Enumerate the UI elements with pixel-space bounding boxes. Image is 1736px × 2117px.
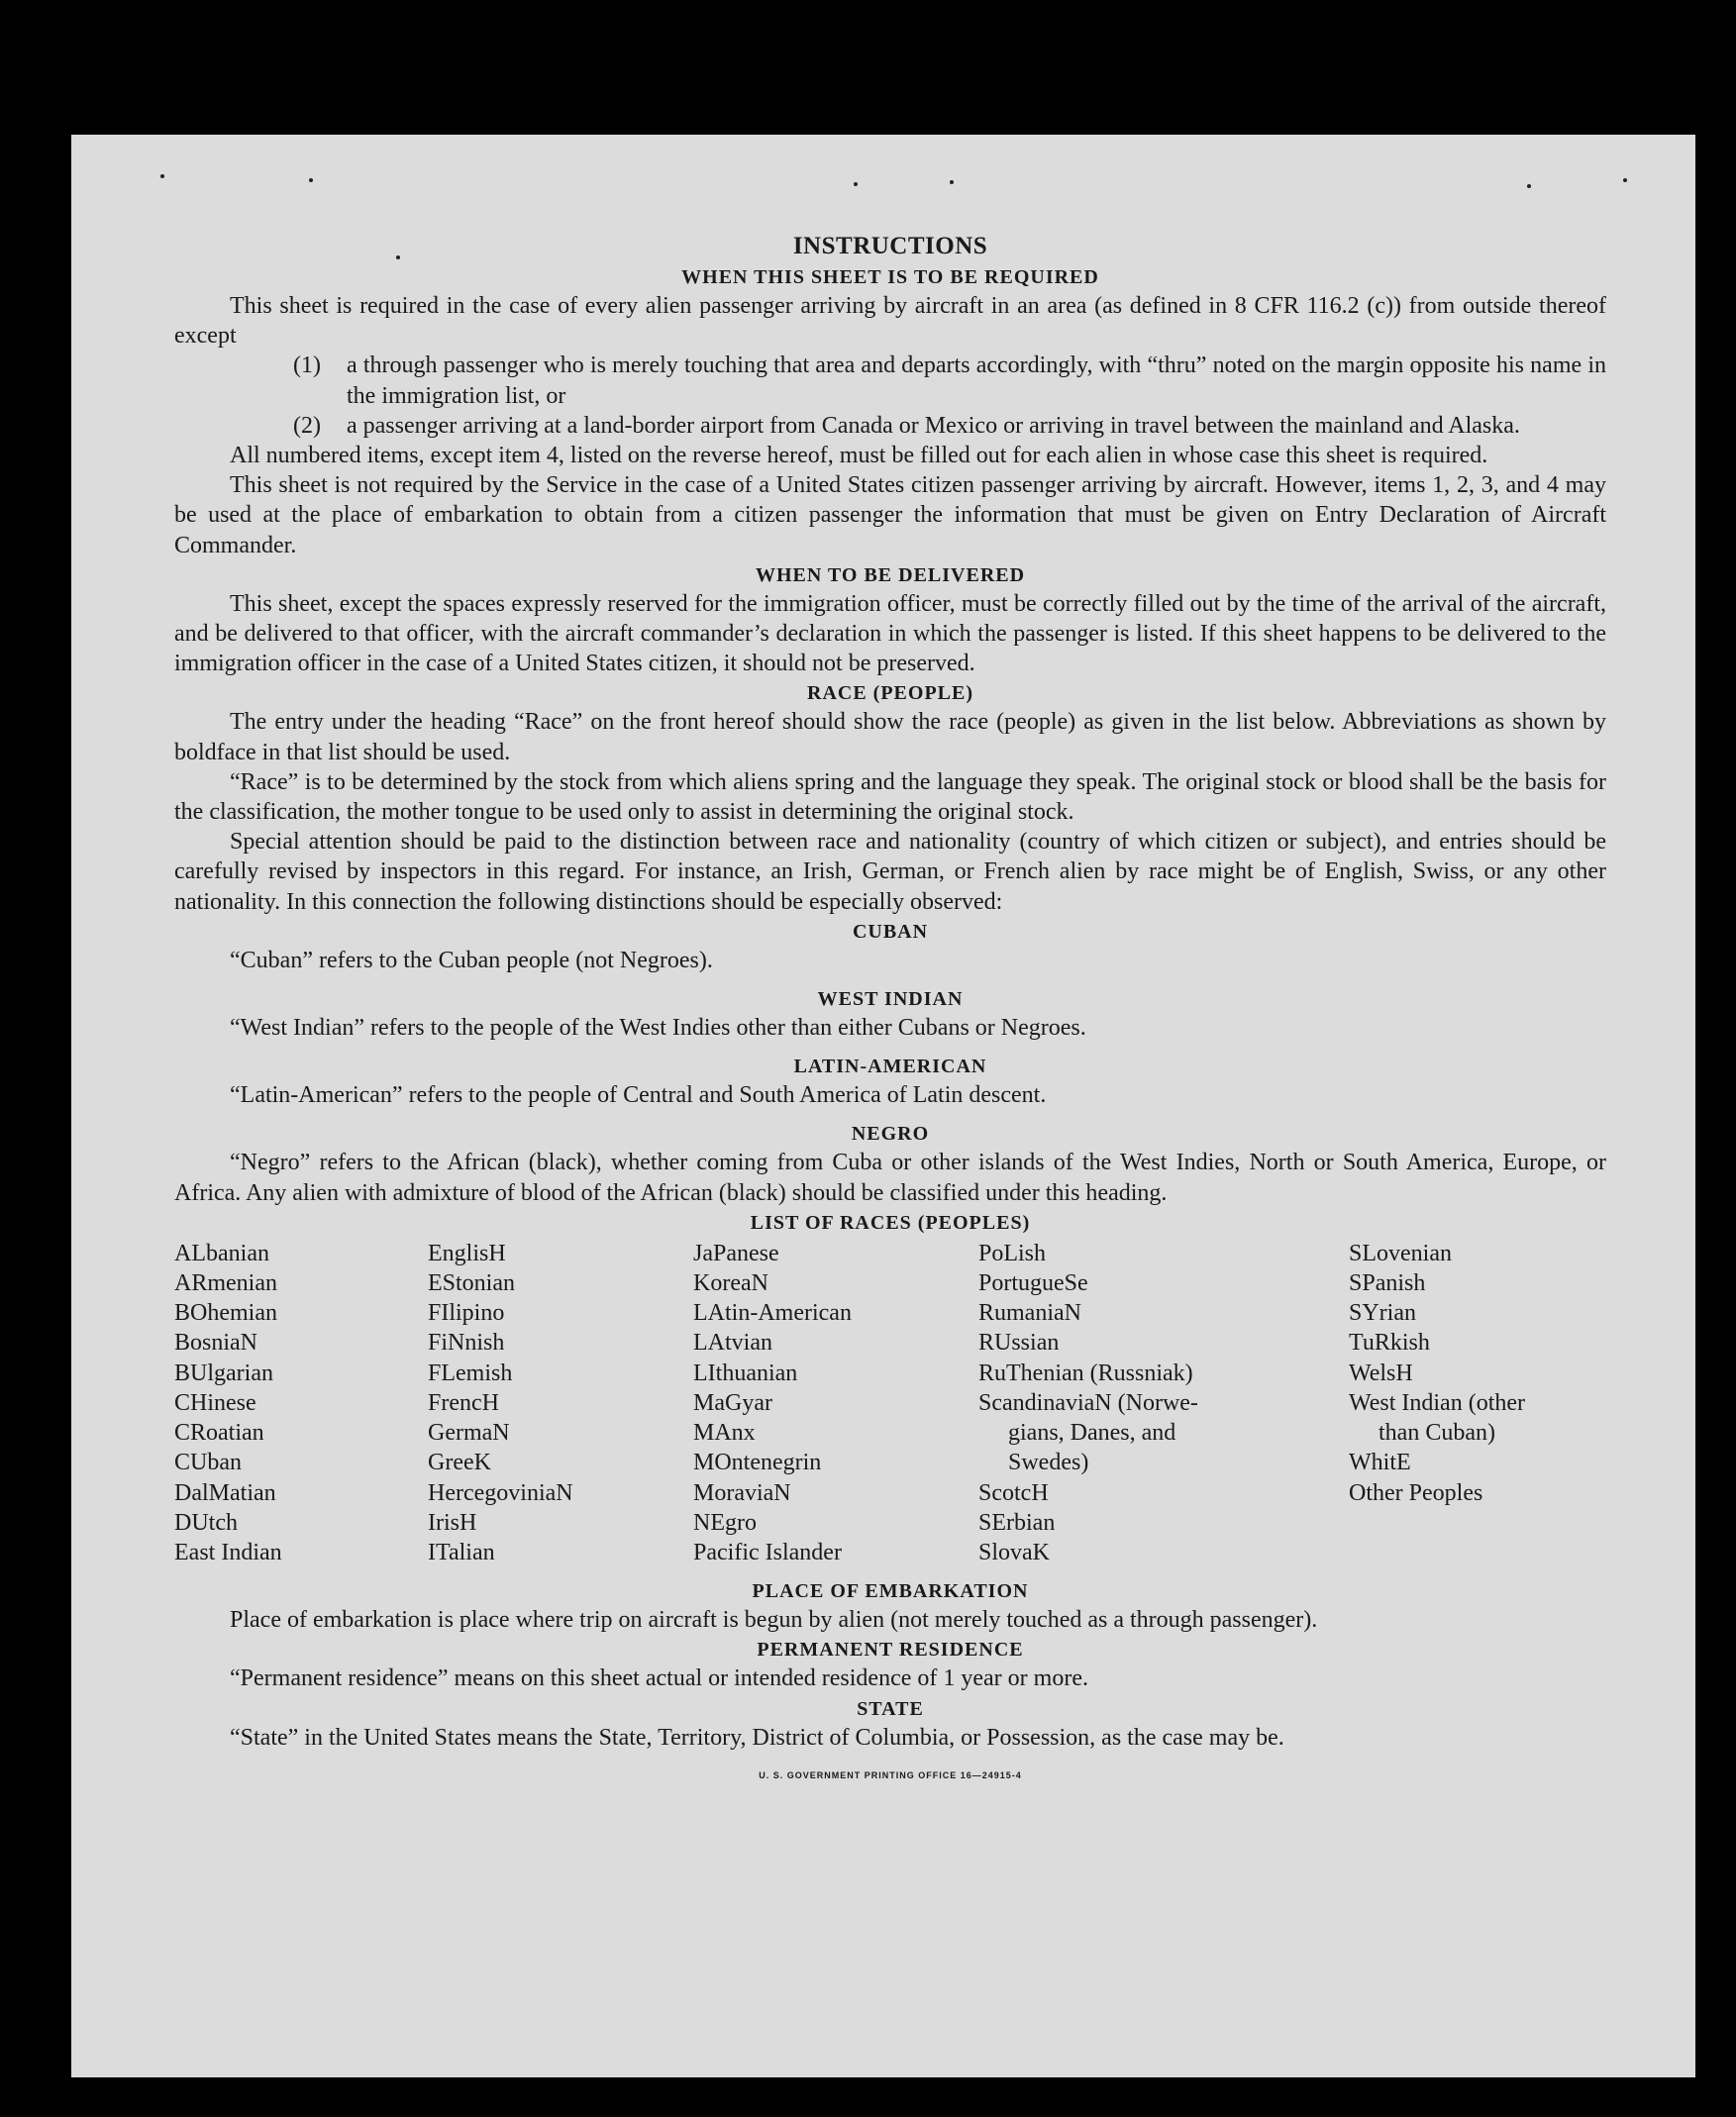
- paragraph-required-intro: This sheet is required in the case of every alien passenger arriving by aircraft in an area (as defined in 8 CFR 116.2 (c)) from outside thereof except: [174, 293, 1606, 350]
- paragraph-delivery: This sheet, except the spaces expressly reserved for the immigration officer, must be correctly filled out by the time of the arrival of the aircraft, and be delivered to that officer, with the aircraft commander’s declaration in which the passenger is listed. If this sheet happens to be delivered to the immigration officer in the case of a United States citizen, it should not be preserved.: [174, 590, 1606, 677]
- race-entry: CHinese: [174, 1389, 256, 1416]
- race-entry: WhitE: [1349, 1450, 1411, 1476]
- race-entry: SYrian: [1349, 1300, 1416, 1327]
- race-entry: ALbanian: [174, 1240, 269, 1266]
- paragraph-race-entry: The entry under the heading “Race” on the front hereof should show the race (people) as given in the list below. Abbreviations as shown by boldface in that list should be used.: [174, 709, 1606, 765]
- item-number: (1): [293, 353, 321, 379]
- speck: [1527, 184, 1531, 188]
- heading-negro: NEGRO: [851, 1123, 930, 1146]
- race-column: [978, 1239, 1349, 1567]
- race-entry: ScotcH: [978, 1479, 1049, 1506]
- race-entry: NEgro: [693, 1509, 757, 1536]
- race-entry: RUssian: [978, 1330, 1060, 1357]
- heading-state: STATE: [857, 1697, 924, 1720]
- race-entry: LAtin-American: [693, 1300, 852, 1327]
- race-entry: TuRkish: [1349, 1330, 1430, 1357]
- race-column: [428, 1239, 693, 1567]
- race-entry: BOhemian: [174, 1300, 277, 1327]
- paragraph-cuban: “Cuban” refers to the Cuban people (not Negroes).: [230, 947, 713, 973]
- race-entry: DUtch: [174, 1509, 238, 1536]
- race-entry: EnglisH: [428, 1240, 506, 1266]
- speck: [854, 182, 858, 186]
- race-entry: BUlgarian: [174, 1360, 273, 1386]
- race-entry: BosniaN: [174, 1330, 257, 1357]
- race-entry: IrisH: [428, 1509, 477, 1536]
- race-entry: SLovenian: [1349, 1240, 1452, 1266]
- race-entry: FiNnish: [428, 1330, 505, 1357]
- document-sheet: [71, 135, 1695, 2077]
- paragraph-race-nationality: Special attention should be paid to the distinction between race and nationality (country of which citizen or subject), and entries should be carefully revised by inspectors in this regard. For instance, an Irish, German, or French alien by race might be of English, Swiss, or any other nationality. In this connection the following distinctions should be especially observed:: [174, 829, 1606, 915]
- race-entry: FrencH: [428, 1389, 499, 1416]
- item-text: a through passenger who is merely touching that area and departs accordingly, with “thru” noted on the margin opposite his name in the immigration list, or: [347, 353, 1606, 409]
- paragraph-west-indian: “West Indian” refers to the people of the West Indies other than either Cubans or Negroes.: [230, 1015, 1086, 1042]
- printer-imprint: U. S. GOVERNMENT PRINTING OFFICE 16—24915-4: [759, 1769, 1022, 1780]
- paragraph-citizen-passenger: This sheet is not required by the Service in the case of a United States citizen passenger arriving by aircraft. However, items 1, 2, 3, and 4 may be used at the place of embarkation to obtain from a citizen passenger the information that must be given on Entry Declaration of Aircraft Commander.: [174, 472, 1606, 558]
- speck: [950, 180, 954, 184]
- race-column: [174, 1239, 428, 1567]
- heading-latin-american: LATIN-AMERICAN: [793, 1056, 987, 1078]
- speck: [309, 178, 313, 182]
- paragraph-state: “State” in the United States means the State, Territory, District of Columbia, or Possession, as the case may be.: [230, 1724, 1284, 1751]
- race-entry: LIthuanian: [693, 1360, 798, 1386]
- item-number: (2): [293, 412, 321, 439]
- race-entry: MAnx: [693, 1420, 756, 1447]
- heading-west-indian: WEST INDIAN: [817, 988, 964, 1011]
- race-entry: ITalian: [428, 1539, 495, 1565]
- instructions-document: [174, 232, 1606, 1790]
- race-entry: HercegoviniaN: [428, 1479, 573, 1506]
- race-entry: GreeK: [428, 1450, 491, 1476]
- heading-when-delivered: WHEN TO BE DELIVERED: [755, 563, 1026, 586]
- paragraph-embarkation: Place of embarkation is place where trip on aircraft is begun by alien (not merely touched as a through passenger).: [230, 1607, 1318, 1634]
- paragraph-numbered-items: All numbered items, except item 4, listed on the reverse hereof, must be filled out for each alien in whose case this sheet is required.: [230, 443, 1488, 469]
- item-text: a passenger arriving at a land-border airport from Canada or Mexico or arriving in travel between the mainland and Alaska.: [347, 412, 1520, 439]
- race-entry: RumaniaN: [978, 1300, 1081, 1327]
- race-entry: East Indian: [174, 1539, 282, 1565]
- race-entry: KoreaN: [693, 1270, 768, 1297]
- race-entry: CRoatian: [174, 1420, 264, 1447]
- race-list-table: [174, 1239, 1606, 1567]
- race-entry: FIlipino: [428, 1300, 505, 1327]
- race-entry: ScandinaviaN (Norwe-: [978, 1389, 1198, 1416]
- heading-list-of-races: LIST OF RACES (PEOPLES): [750, 1211, 1031, 1234]
- race-entry: RuThenian (Russniak): [978, 1360, 1193, 1386]
- race-entry: SlovaK: [978, 1539, 1050, 1565]
- speck: [1623, 178, 1627, 182]
- race-entry: MoraviaN: [693, 1479, 791, 1506]
- race-entry: FLemish: [428, 1360, 513, 1386]
- race-entry: LAtvian: [693, 1330, 772, 1357]
- race-entry: West Indian (other: [1349, 1389, 1526, 1416]
- race-entry: GermaN: [428, 1420, 510, 1447]
- paragraph-race-stock: “Race” is to be determined by the stock from which aliens spring and the language they speak. The original stock or blood shall be the basis for the classification, the mother tongue to be used only to assist in determining the original stock.: [174, 768, 1606, 826]
- heading-embarkation: PLACE OF EMBARKATION: [752, 1580, 1029, 1603]
- race-column: [1349, 1239, 1606, 1567]
- race-entry: than Cuban): [1379, 1420, 1495, 1447]
- race-column: [693, 1239, 978, 1567]
- race-entry: JaPanese: [693, 1240, 779, 1266]
- race-entry: MaGyar: [693, 1389, 772, 1416]
- race-entry: WelsH: [1349, 1360, 1413, 1386]
- race-entry: Other Peoples: [1349, 1479, 1483, 1506]
- paragraph-negro: “Negro” refers to the African (black), whether coming from Cuba or other islands of the West Indies, North or South America, Europe, or Africa. Any alien with admixture of blood of the African (black) should be classified under this heading.: [174, 1150, 1606, 1206]
- race-entry: Swedes): [1008, 1450, 1089, 1476]
- race-entry: ARmenian: [174, 1270, 277, 1297]
- race-entry: DalMatian: [174, 1479, 276, 1506]
- paragraph-permanent-residence: “Permanent residence” means on this sheet actual or intended residence of 1 year or more.: [230, 1665, 1088, 1692]
- race-entry: PoLish: [978, 1240, 1047, 1266]
- speck: [160, 174, 164, 178]
- exception-item-1: [293, 351, 1606, 410]
- race-entry: MOntenegrin: [693, 1450, 822, 1476]
- race-entry: gians, Danes, and: [1008, 1420, 1176, 1447]
- heading-race: RACE (PEOPLE): [807, 682, 973, 705]
- heading-cuban: CUBAN: [852, 920, 929, 943]
- document-title: INSTRUCTIONS: [792, 233, 988, 259]
- race-entry: PortugueSe: [978, 1270, 1088, 1297]
- heading-when-required: WHEN THIS SHEET IS TO BE REQUIRED: [681, 266, 1099, 288]
- exception-item-2: [293, 411, 1606, 441]
- paragraph-latin-american: “Latin-American” refers to the people of Central and South America of Latin descent.: [230, 1082, 1047, 1109]
- heading-permanent-residence: PERMANENT RESIDENCE: [757, 1639, 1024, 1662]
- race-entry: SErbian: [978, 1509, 1056, 1536]
- race-entry: EStonian: [428, 1270, 515, 1297]
- race-entry: Pacific Islander: [693, 1539, 842, 1565]
- race-entry: SPanish: [1349, 1270, 1426, 1297]
- race-entry: CUban: [174, 1450, 242, 1476]
